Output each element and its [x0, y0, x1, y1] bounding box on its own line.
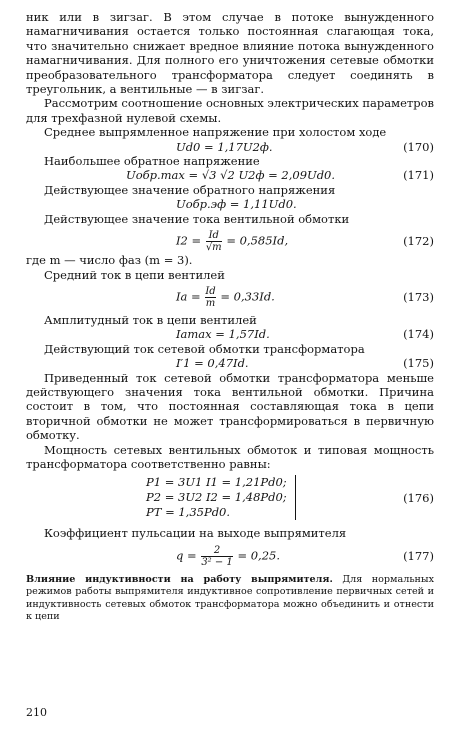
- equation-173-lhs: Ia =: [176, 289, 201, 304]
- equation-173-rhs: = 0,33Id.: [220, 289, 275, 304]
- equation-eff-expr: Uобр.эф = 1,11Ud0.: [176, 197, 297, 212]
- paragraph-2: Рассмотрим соотношение основных электрических параметров для трехфазной нулевой схемы.: [26, 96, 434, 125]
- fraction-177-num: 2: [213, 544, 221, 556]
- footnote-text: Для нормальных режимов работы выпрямителя индуктивное сопротивление первичных сетей и индуктивность сетевых обмоток трансформатора можно объединить и отнести к цепи: [26, 573, 434, 622]
- text-avg-current: Средний ток в цепи вентилей: [44, 267, 225, 282]
- equation-171: [26, 168, 434, 182]
- text-eff-reverse: Действующее значение обратного напряжения: [44, 182, 336, 197]
- text-net-current: Действующий ток сетевой обмотки трансформатора: [44, 341, 365, 356]
- equation-176-line-3: PT = 1,35Pd0.: [146, 505, 231, 520]
- footnote-heading: Влияние индуктивности на работу выпрямителя.: [26, 573, 333, 585]
- equation-171-expr: Uобр.max = √3 √2 U2ф = 2,09Ud0.: [126, 168, 336, 183]
- equation-177-lhs: q =: [176, 548, 197, 563]
- fraction-173-num: Id: [205, 285, 216, 297]
- equation-170-number: (170): [403, 139, 434, 154]
- fraction-172-den: √m: [205, 242, 222, 254]
- equation-174: [26, 327, 434, 341]
- fraction-177: [201, 545, 232, 568]
- equation-172-lhs: I2 =: [176, 233, 202, 248]
- text-max-reverse: Наибольшее обратное напряжение: [44, 154, 260, 169]
- equation-eff: [26, 197, 434, 211]
- page-body: [26, 10, 434, 623]
- equation-171-number: (171): [403, 168, 434, 183]
- equation-176-system: [26, 475, 296, 520]
- equation-176: [26, 475, 434, 520]
- equation-174-expr: Iamax = 1,57Id.: [176, 327, 270, 342]
- equation-177: [26, 545, 434, 568]
- equation-173: [26, 286, 434, 309]
- fraction-172: [206, 230, 222, 253]
- text-eff-current: Действующее значение тока вентильной обмотки: [44, 211, 350, 226]
- equation-175: [26, 356, 434, 370]
- equation-174-number: (174): [403, 327, 434, 342]
- fraction-173-den: m: [205, 297, 216, 309]
- equation-172: [26, 230, 434, 253]
- paragraph-1: ник или в зигзаг. В этом случае в потоке вынужденного намагничивания остается только постоянная слагающая тока, что значительно снижает вредное влияние потока вынужденного намагничивания. Для полного его уничтожения сетевые обмотки преобразовательного трансформатора следует соединять в треугольник, а вентильные — в зигзаг.: [26, 10, 434, 97]
- text-ripple: Коэффициент пульсации на выходе выпрямителя: [44, 526, 347, 541]
- fraction-177-den: 3² − 1: [201, 556, 233, 568]
- paragraph-4: Мощность сетевых вентильных обмоток и типовая мощность трансформатора соответственно равны:: [26, 442, 434, 471]
- text-amplitude: Амплитудный ток в цепи вентилей: [44, 312, 257, 327]
- equation-170-expr: Ud0 = 1,17U2ф.: [176, 139, 273, 154]
- text-avg-voltage: Среднее выпрямленное напряжение при холостом ходе: [44, 125, 387, 140]
- equation-176-line-2: P2 = 3U2 I2 = 1,48Pd0;: [146, 490, 287, 505]
- fraction-173: [205, 286, 215, 309]
- text-where: где m — число фаз (m = 3).: [26, 253, 193, 268]
- equation-175-expr: I′1 = 0,47Id.: [176, 356, 249, 371]
- equation-177-number: (177): [403, 549, 434, 564]
- fraction-172-num: Id: [208, 230, 219, 242]
- equation-172-number: (172): [403, 234, 434, 249]
- equation-170: [26, 140, 434, 154]
- equation-176-line-1: P1 = 3U1 I1 = 1,21Pd0;: [146, 475, 287, 490]
- equation-176-number: (176): [403, 490, 434, 505]
- paragraph-3: Приведенный ток сетевой обмотки трансформатора меньше действующего значения тока вентильной обмотки. Причина состоит в том, что постоянная составляющая тока в цепи вторичной обмотки не может трансформироваться в первичную обмотку.: [26, 370, 434, 443]
- equation-177-rhs: = 0,25.: [237, 548, 281, 563]
- equation-172-rhs: = 0,585Id,: [226, 233, 289, 248]
- equation-175-number: (175): [403, 356, 434, 371]
- equation-173-number: (173): [403, 290, 434, 305]
- footnote-paragraph: [26, 574, 434, 624]
- page-number: 210: [26, 706, 47, 719]
